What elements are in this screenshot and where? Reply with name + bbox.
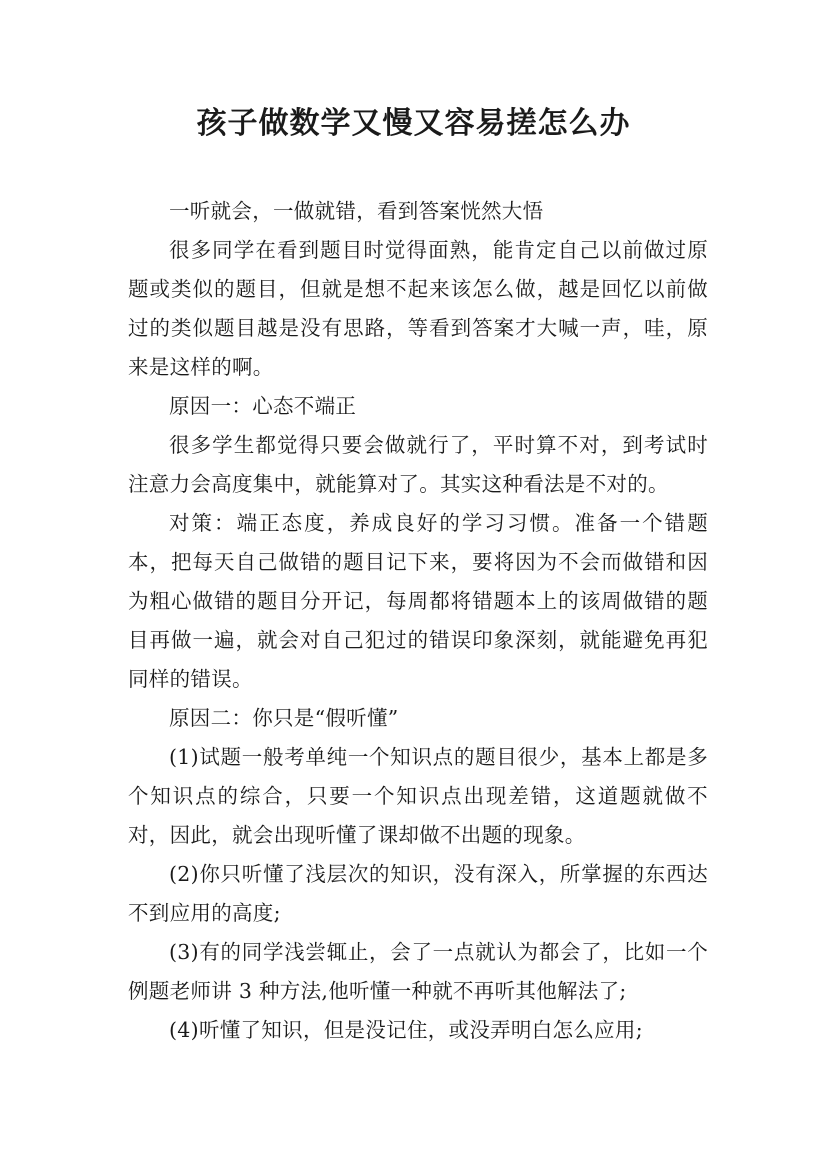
paragraph-point-3: (3)有的同学浅尝辄止，会了一点就认为都会了，比如一个例题老师讲 3 种方法,他听懂一种就不再听其他解法了; — [128, 940, 708, 1003]
document-title: 孩子做数学又慢又容易搓怎么办 — [196, 106, 631, 141]
paragraph-point-2: (2)你只听懂了浅层次的知识，没有深入，所掌握的东西达不到应用的高度; — [128, 862, 708, 925]
paragraph-strategy: 对策：端正态度，养成良好的学习习惯。准备一个错题本，把每天自己做错的题目记下来，要将因为不会而做错和因为粗心做错的题目分开记，每周都将错题本上的该周做错的题目再做一遍，就会对自己犯过的错误印象深刻，就能避免再犯同样的错误。 — [128, 511, 708, 691]
paragraph-reason-one-heading: 原因一：心态不端正 — [169, 394, 357, 418]
paragraph-subtitle: 一听就会，一做就错，看到答案恍然大悟 — [169, 199, 544, 223]
paragraph-point-1: (1)试题一般考单纯一个知识点的题目很少，基本上都是多个知识点的综合，只要一个知识点出现差错，这道题就做不对，因此，就会出现听懂了课却做不出题的现象。 — [128, 745, 708, 847]
paragraph-reason-one: 很多学生都觉得只要会做就行了，平时算不对，到考试时注意力会高度集中，就能算对了。其实这种看法是不对的。 — [128, 433, 708, 496]
paragraph-reason-two-heading: 原因二：你只是“假听懂” — [169, 706, 399, 730]
paragraph-point-4: (4)听懂了知识，但是没记住，或没弄明白怎么应用; — [169, 1018, 643, 1042]
document-body — [128, 192, 708, 1050]
paragraph-intro: 很多同学在看到题目时觉得面熟，能肯定自己以前做过原题或类似的题目，但就是想不起来该怎么做，越是回忆以前做过的类似题目越是没有思路，等看到答案才大喊一声，哇，原来是这样的啊。 — [128, 238, 708, 379]
